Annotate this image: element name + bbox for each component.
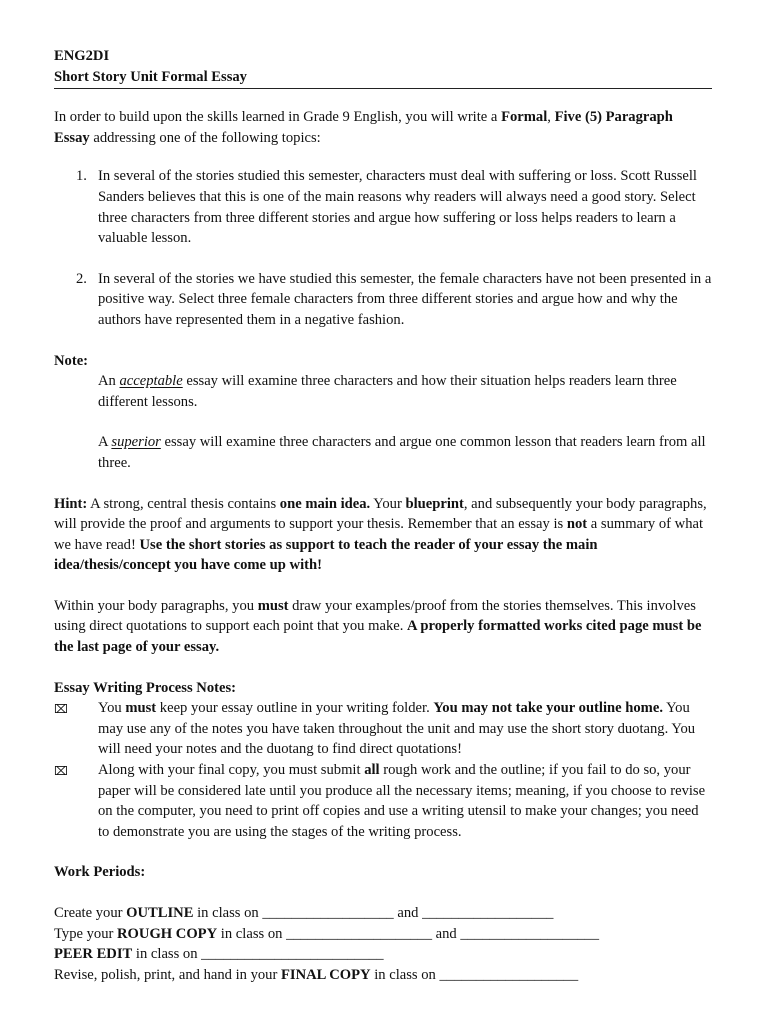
process-notes-label: Essay Writing Process Notes: [54,679,237,696]
course-code: ENG2DI [54,48,110,64]
header-divider [54,88,712,89]
work-periods-list [54,903,712,985]
work-period-rough-copy: Type your ROUGH COPY in class on ____________________ and ___________________ [54,925,600,942]
intro-paragraph: In order to build upon the skills learned in Grade 9 English, you will write a Formal, Five (5) Paragraph Essay addressing one of the following topics: [54,109,673,146]
note-superior: A superior essay will examine three characters and argue one common lesson that readers learn from all three. [98,434,706,471]
checkbox-bullet-icon: ⌧ [54,702,68,717]
checkbox-bullet-icon: ⌧ [54,764,68,779]
hint-paragraph: Hint: A strong, central thesis contains one main idea. Your blueprint, and subsequently your body paragraphs, will provide the proof and arguments to support your thesis. Remember that an essay is not a summary of what we have read! Use the short stories as support to teach the reader of your essay the main idea/thesis/concept you have come up with! [54,495,707,574]
document-page [54,46,712,985]
work-periods-label: Work Periods: [54,864,146,881]
note-acceptable: An acceptable essay will examine three characters and how their situation helps readers learn three different lessons. [98,373,677,410]
process-note-1: ⌧ You must keep your essay outline in your writing folder. You may not take your outline home. You may use any of the notes you have taken throughout the unit and may use the short story duotang. You will need your notes and the duotang to find direct quotations! [54,700,696,758]
body-paragraph-instructions: Within your body paragraphs, you must draw your examples/proof from the stories themselves. This involves using direct quotations to support each point that you make. A properly formatted works cited page must be the last page of your essay. [54,597,702,656]
work-period-outline: Create your OUTLINE in class on __________________ and __________________ [54,905,554,921]
work-period-peer-edit: PEER EDIT in class on _________________________ [54,946,384,963]
work-period-final-copy: Revise, polish, print, and hand in your FINAL COPY in class on ___________________ [54,966,579,983]
process-note-2: ⌧ Along with your final copy, you must submit all rough work and the outline; if you fail to do so, your paper will be considered late until you produce all the necessary items; meaning, if you choose to revise on the computer, you need to print off copies and use a writing utensil to make your changes; you need to demonstrate you are using the stages of the writing process. [54,762,706,840]
note-label: Note: [54,352,89,369]
document-title: Short Story Unit Formal Essay [54,68,247,85]
topic-item-1: 1. In several of the stories studied this semester, characters must deal with suffering or loss. Scott Russell Sanders believes that this is one of the main reasons why readers will always need a good story. Select three characters from three different stories and argue how suffering or loss helps readers to learn a valuable lesson. [76,168,697,247]
topic-item-2: 2. In several of the stories we have studied this semester, the female characters have not been presented in a positive way. Select three female characters from three different stories and argue how and why the authors have represented them in a negative fashion. [76,270,712,328]
topic-list [54,166,712,330]
